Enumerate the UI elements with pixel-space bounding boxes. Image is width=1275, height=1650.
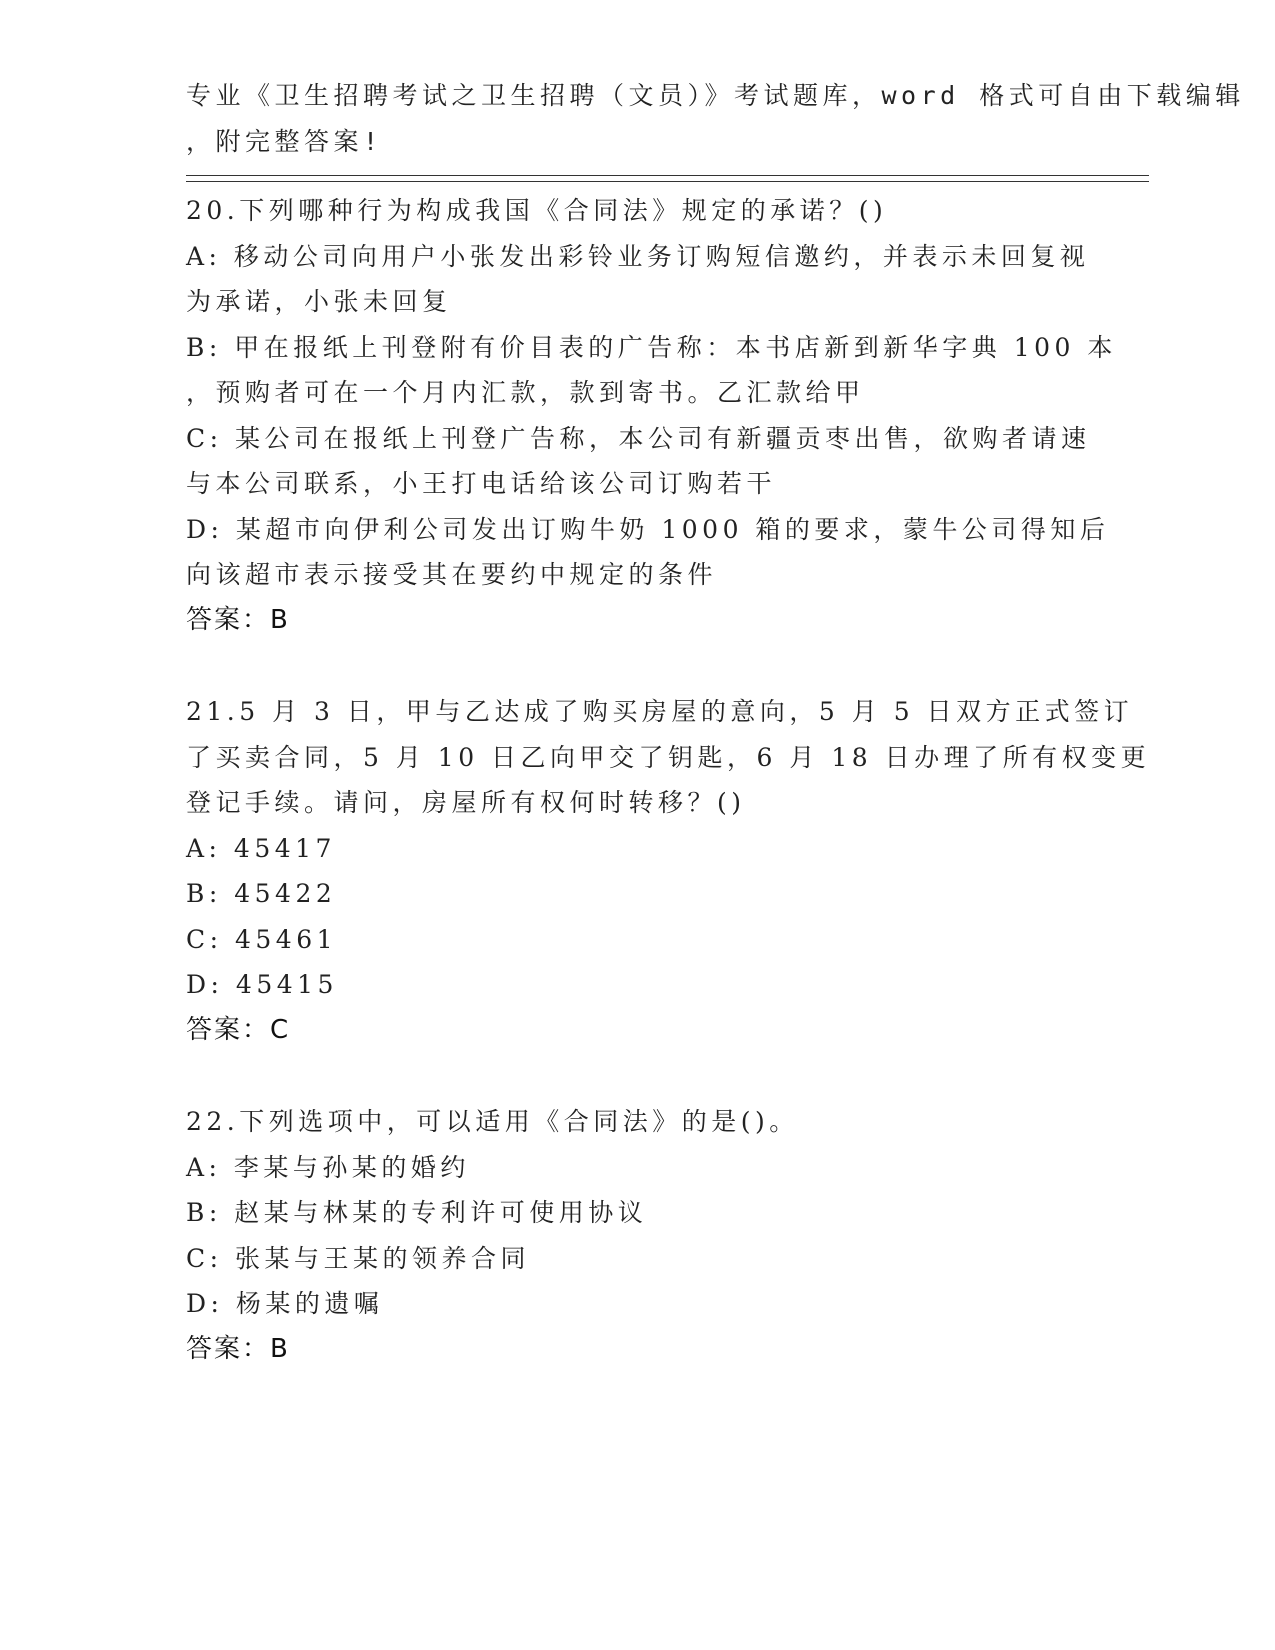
question-list bbox=[186, 188, 1151, 1372]
question-stem: 21.5 月 3 日，甲与乙达成了购买房屋的意向，5 月 5 日双方正式签订 bbox=[186, 697, 1134, 726]
question-stem: 了买卖合同，5 月 10 日乙向甲交了钥匙，6 月 18 日办理了所有权变更 bbox=[186, 742, 1151, 772]
question-21 bbox=[186, 689, 1151, 1053]
option-text: 与本公司联系，小王打电话给该公司订购若干 bbox=[186, 469, 777, 498]
option-d: D: 45415 bbox=[186, 970, 338, 999]
option-text: C: 某公司在报纸上刊登广告称，本公司有新疆贡枣出售，欲购者请速 bbox=[186, 423, 1091, 453]
question-stem: 登记手续。请问，房屋所有权何时转移？() bbox=[186, 788, 746, 817]
option-text: 为承诺，小张未回复 bbox=[186, 287, 452, 316]
question-spacer bbox=[186, 643, 1086, 689]
answer-label: 答案：C bbox=[186, 1014, 291, 1045]
option-c: C: 张某与王某的领养合同 bbox=[186, 1243, 530, 1273]
question-stem: 22.下列选项中，可以适用《合同法》的是()。 bbox=[186, 1107, 799, 1136]
option-d bbox=[186, 507, 1110, 598]
option-b: B: 赵某与林某的专利许可使用协议 bbox=[186, 1198, 648, 1227]
option-c: C: 45461 bbox=[186, 924, 338, 954]
option-a: A: 45417 bbox=[186, 833, 336, 863]
header-divider-top bbox=[186, 175, 1149, 176]
option-text: B: 甲在报纸上刊登附有价目表的广告称：本书店新到新华字典 100 本 bbox=[186, 332, 1117, 362]
question-spacer bbox=[186, 1053, 1086, 1099]
question-stem: 20.下列哪种行为构成我国《合同法》规定的承诺？() bbox=[186, 196, 888, 225]
option-b: B: 45422 bbox=[186, 879, 337, 908]
option-text: 向该超市表示接受其在要约中规定的条件 bbox=[186, 560, 718, 589]
document-header bbox=[186, 73, 1245, 164]
header-line-2: ，附完整答案! bbox=[186, 126, 383, 156]
option-b bbox=[186, 325, 1117, 416]
option-text: A: 移动公司向用户小张发出彩铃业务订购短信邀约，并表示未回复视 bbox=[186, 241, 1090, 271]
answer-label: 答案：B bbox=[186, 604, 290, 635]
answer-label: 答案：B bbox=[186, 1333, 290, 1364]
option-c bbox=[186, 416, 1091, 507]
question-22 bbox=[186, 1099, 1086, 1372]
option-text: ，预购者可在一个月内汇款，款到寄书。乙汇款给甲 bbox=[186, 378, 865, 407]
option-d: D: 杨某的遗嘱 bbox=[186, 1289, 384, 1318]
header-divider-bottom bbox=[186, 181, 1149, 182]
option-text: D: 某超市向伊利公司发出订购牛奶 1000 箱的要求，蒙牛公司得知后 bbox=[186, 514, 1110, 544]
option-a bbox=[186, 234, 1090, 325]
header-line-1: 专业《卫生招聘考试之卫生招聘（文员）》考试题库，word 格式可自由下载编辑 bbox=[186, 81, 1245, 110]
option-a: A: 李某与孙某的婚约 bbox=[186, 1152, 470, 1182]
question-20 bbox=[186, 188, 1117, 643]
